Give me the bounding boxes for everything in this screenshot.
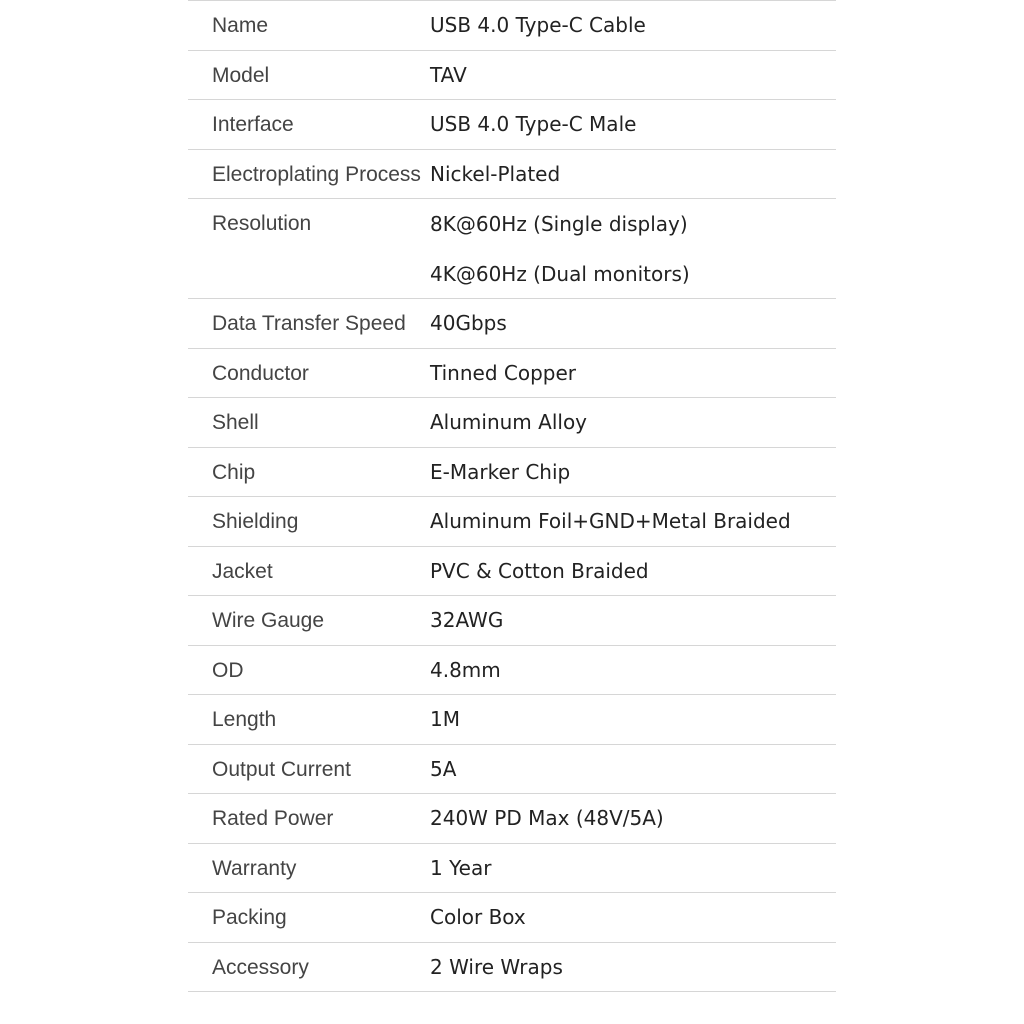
spec-label: Accessory: [212, 955, 309, 979]
spec-label: Jacket: [212, 559, 273, 583]
spec-row-shell: [188, 398, 836, 448]
spec-value: Aluminum Foil+GND+Metal Braided: [430, 509, 791, 533]
spec-table: [188, 0, 836, 992]
spec-value: Color Box: [430, 905, 526, 929]
spec-row-model: [188, 51, 836, 101]
spec-row-jacket: [188, 547, 836, 597]
spec-label: Packing: [212, 906, 287, 929]
spec-value: Nickel-Plated: [430, 161, 561, 186]
spec-value: 32AWG: [430, 608, 504, 632]
spec-value: 1 Year: [430, 855, 492, 880]
spec-label: Shell: [212, 411, 259, 434]
spec-value: USB 4.0 Type-C Male: [430, 112, 637, 136]
spec-label: Output Current: [212, 757, 351, 781]
spec-label: Conductor: [212, 361, 309, 385]
spec-value: 4K@60Hz (Dual monitors): [430, 262, 690, 286]
spec-value: Aluminum Alloy: [430, 410, 588, 434]
spec-label: Wire Gauge: [212, 609, 325, 632]
spec-row-wire-gauge: [188, 596, 836, 646]
spec-label: Length: [212, 708, 277, 731]
spec-label: Model: [212, 63, 270, 87]
spec-row-od: [188, 646, 836, 696]
spec-row-data-transfer-speed: [188, 299, 836, 349]
spec-label: Resolution: [212, 212, 312, 235]
spec-label: OD: [212, 658, 244, 682]
spec-label: Shielding: [212, 510, 299, 533]
spec-row-output-current: [188, 745, 836, 795]
spec-row-shielding: [188, 497, 836, 547]
spec-value: TAV: [430, 62, 467, 87]
spec-value: USB 4.0 Type-C Cable: [430, 13, 646, 37]
spec-row-warranty: [188, 844, 836, 894]
spec-value: 40Gbps: [430, 311, 507, 335]
spec-value: Tinned Copper: [430, 360, 576, 385]
spec-label: Name: [212, 14, 269, 37]
spec-label: Warranty: [212, 856, 297, 880]
spec-label: Electroplating Process: [212, 162, 421, 186]
spec-row-packing: [188, 893, 836, 943]
spec-value: 4.8mm: [430, 657, 501, 682]
spec-value: 8K@60Hz (Single display): [430, 212, 688, 236]
spec-value: 1M: [430, 707, 460, 731]
spec-row-interface: [188, 100, 836, 150]
spec-label: Chip: [212, 460, 256, 484]
spec-row-resolution: [188, 199, 836, 299]
spec-value: 240W PD Max (48V/5A): [430, 806, 664, 830]
spec-label: Rated Power: [212, 807, 334, 830]
spec-value: PVC & Cotton Braided: [430, 558, 649, 583]
spec-row-chip: [188, 448, 836, 498]
spec-value: E-Marker Chip: [430, 459, 571, 484]
spec-label: Interface: [212, 113, 294, 136]
spec-row-length: [188, 695, 836, 745]
spec-value: 2 Wire Wraps: [430, 954, 563, 979]
spec-label: Data Transfer Speed: [212, 312, 406, 335]
spec-row-rated-power: [188, 794, 836, 844]
spec-row-accessory: [188, 943, 836, 993]
spec-row-electroplating: [188, 150, 836, 200]
spec-row-name: [188, 1, 836, 51]
spec-value: 5A: [430, 756, 457, 781]
spec-row-conductor: [188, 349, 836, 399]
